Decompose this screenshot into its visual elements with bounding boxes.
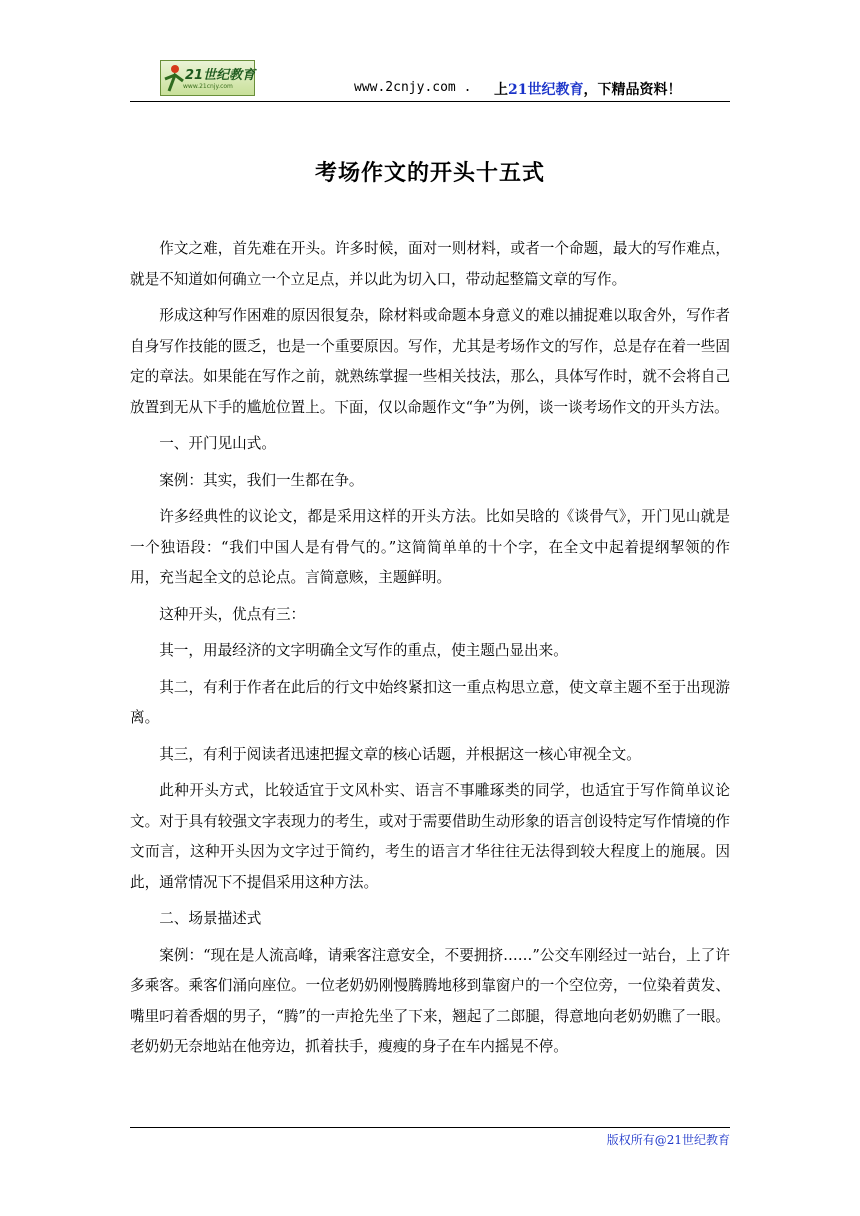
paragraph: 此种开头方式，比较适宜于文风朴实、语言不事雕琢类的同学，也适宜于写作简单议论文。对于具有较强文字表现力的考生，或对于需要借助生动形象的语言创设特定写作情境的作文而言，这种开头因为文字过于简约，考生的语言才华往往无法得到较大程度上的施展。因此，通常情况下不提倡采用这种方法。 xyxy=(130,782,730,891)
logo-url: www.21cnjy.com xyxy=(183,83,233,90)
paragraph: 许多经典性的议论文，都是采用这样的开头方法。比如吴晗的《谈骨气》，开门见山就是一个独语段：“我们中国人是有骨气的。”这简简单单的十个字，在全文中起着提纲挈领的作用，充当起全文的总论点。言简意赅，主题鲜明。 xyxy=(130,508,730,586)
footer-divider xyxy=(130,1127,730,1128)
site-url-link[interactable]: www.2cnjy.com . xyxy=(354,80,472,95)
paragraph: 形成这种写作困难的原因很复杂，除材料或命题本身意义的难以捕捉难以取舍外，写作者自身写作技能的匮乏，也是一个重要原因。写作，尤其是考场作文的写作，总是存在着一些固定的章法。如果能在写作之前，就熟练掌握一些相关技法，那么，具体写作时，就不会将自己放置到无从下手的尴尬位置上。下面，仅以命题作文“争”为例，谈一谈考场作文的开头方法。 xyxy=(130,307,730,416)
header-slogan xyxy=(494,79,681,99)
slogan-brand: 21世纪教育 xyxy=(508,82,584,98)
site-logo[interactable] xyxy=(160,60,255,96)
document-title: 考场作文的开头十五式 xyxy=(314,160,545,186)
slogan-prefix: 上 xyxy=(494,82,508,98)
paragraph: 这种开头，优点有三： xyxy=(159,605,306,623)
header-divider xyxy=(130,101,730,102)
section-heading: 二、场景描述式 xyxy=(159,910,262,927)
paragraph: 作文之难，首先难在开头。许多时候，面对一则材料，或者一个命题，最大的写作难点，就是不知道如何确立一个立足点，并以此为切入口，带动起整篇文章的写作。 xyxy=(130,240,730,288)
paragraph: 其一，用最经济的文字明确全文写作的重点，使主题凸显出来。 xyxy=(159,642,568,659)
copyright-footer: 版权所有@21世纪教育 xyxy=(606,1133,730,1147)
paragraph: 其二，有利于作者在此后的行文中始终紧扣这一重点构思立意，使文章主题不至于出现游离。 xyxy=(130,678,730,726)
paragraph: 其三，有利于阅读者迅速把握文章的核心话题，并根据这一核心审视全文。 xyxy=(159,745,641,763)
logo-text: 21世纪教育 xyxy=(185,68,256,83)
slogan-suffix: ，下精品资料！ xyxy=(583,82,682,98)
document-body xyxy=(130,234,730,1069)
paragraph: 案例：“现在是人流高峰，请乘客注意安全，不要拥挤……”公交车刚经过一站台，上了许多乘客。乘客们涌向座位。一位老奶奶刚慢腾腾地移到靠窗户的一个空位旁，一位染着黄发、嘴里叼着香烟的男子，“腾”的一声抢先坐了下来，翘起了二郎腿，得意地向老奶奶瞧了一眼。老奶奶无奈地站在他旁边，抓着扶手，瘦瘦的身子在车内摇晃不停。 xyxy=(130,946,730,1055)
page-header xyxy=(130,58,730,102)
section-heading: 一、开门见山式。 xyxy=(159,435,276,452)
paragraph: 案例：其实，我们一生都在争。 xyxy=(159,471,364,489)
